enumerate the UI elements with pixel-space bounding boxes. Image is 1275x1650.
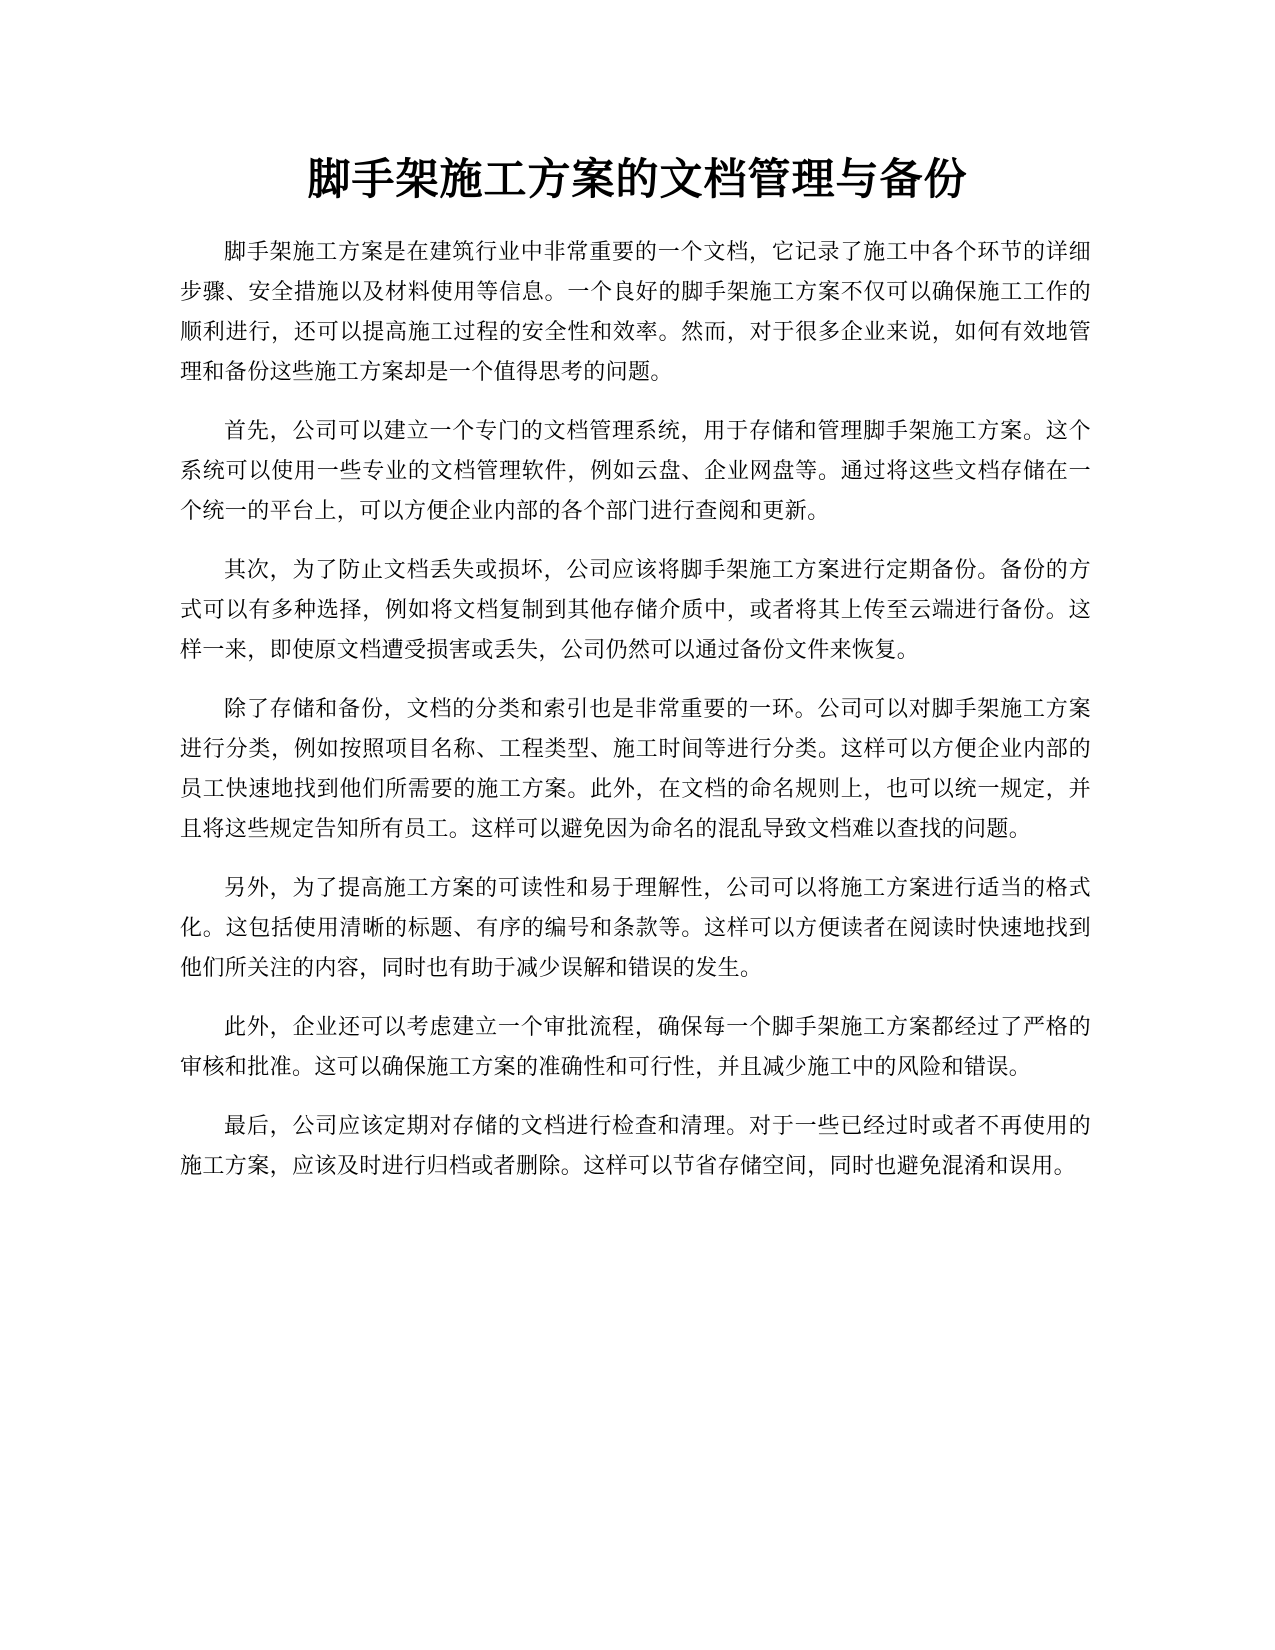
document-title: 脚手架施工方案的文档管理与备份	[307, 155, 968, 205]
document-body	[180, 233, 1091, 1206]
paragraph-7: 最后，公司应该定期对存储的文档进行检查和清理。对于一些已经过时或者不再使用的施工方案，应该及时进行归档或者删除。这样可以节省存储空间，同时也避免混淆和误用。	[180, 1114, 1091, 1179]
paragraph-5: 另外，为了提高施工方案的可读性和易于理解性，公司可以将施工方案进行适当的格式化。这包括使用清晰的标题、有序的编号和条款等。这样可以方便读者在阅读时快速地找到他们所关注的内容，同时也有助于减少误解和错误的发生。	[180, 876, 1091, 981]
paragraph-2: 首先，公司可以建立一个专门的文档管理系统，用于存储和管理脚手架施工方案。这个系统可以使用一些专业的文档管理软件，例如云盘、企业网盘等。通过将这些文档存储在一个统一的平台上，可以方便企业内部的各个部门进行查阅和更新。	[180, 419, 1091, 524]
paragraph-1: 脚手架施工方案是在建筑行业中非常重要的一个文档，它记录了施工中各个环节的详细步骤、安全措施以及材料使用等信息。一个良好的脚手架施工方案不仅可以确保施工工作的顺利进行，还可以提高施工过程的安全性和效率。然而，对于很多企业来说，如何有效地管理和备份这些施工方案却是一个值得思考的问题。	[180, 240, 1091, 385]
paragraph-6: 此外，企业还可以考虑建立一个审批流程，确保每一个脚手架施工方案都经过了严格的审核和批准。这可以确保施工方案的准确性和可行性，并且减少施工中的风险和错误。	[180, 1015, 1091, 1080]
paragraph-3: 其次，为了防止文档丢失或损坏，公司应该将脚手架施工方案进行定期备份。备份的方式可以有多种选择，例如将文档复制到其他存储介质中，或者将其上传至云端进行备份。这样一来，即使原文档遭受损害或丢失，公司仍然可以通过备份文件来恢复。	[180, 558, 1091, 663]
paragraph-4: 除了存储和备份，文档的分类和索引也是非常重要的一环。公司可以对脚手架施工方案进行分类，例如按照项目名称、工程类型、施工时间等进行分类。这样可以方便企业内部的员工快速地找到他们所需要的施工方案。此外，在文档的命名规则上，也可以统一规定，并且将这些规定告知所有员工。这样可以避免因为命名的混乱导致文档难以查找的问题。	[180, 697, 1091, 842]
